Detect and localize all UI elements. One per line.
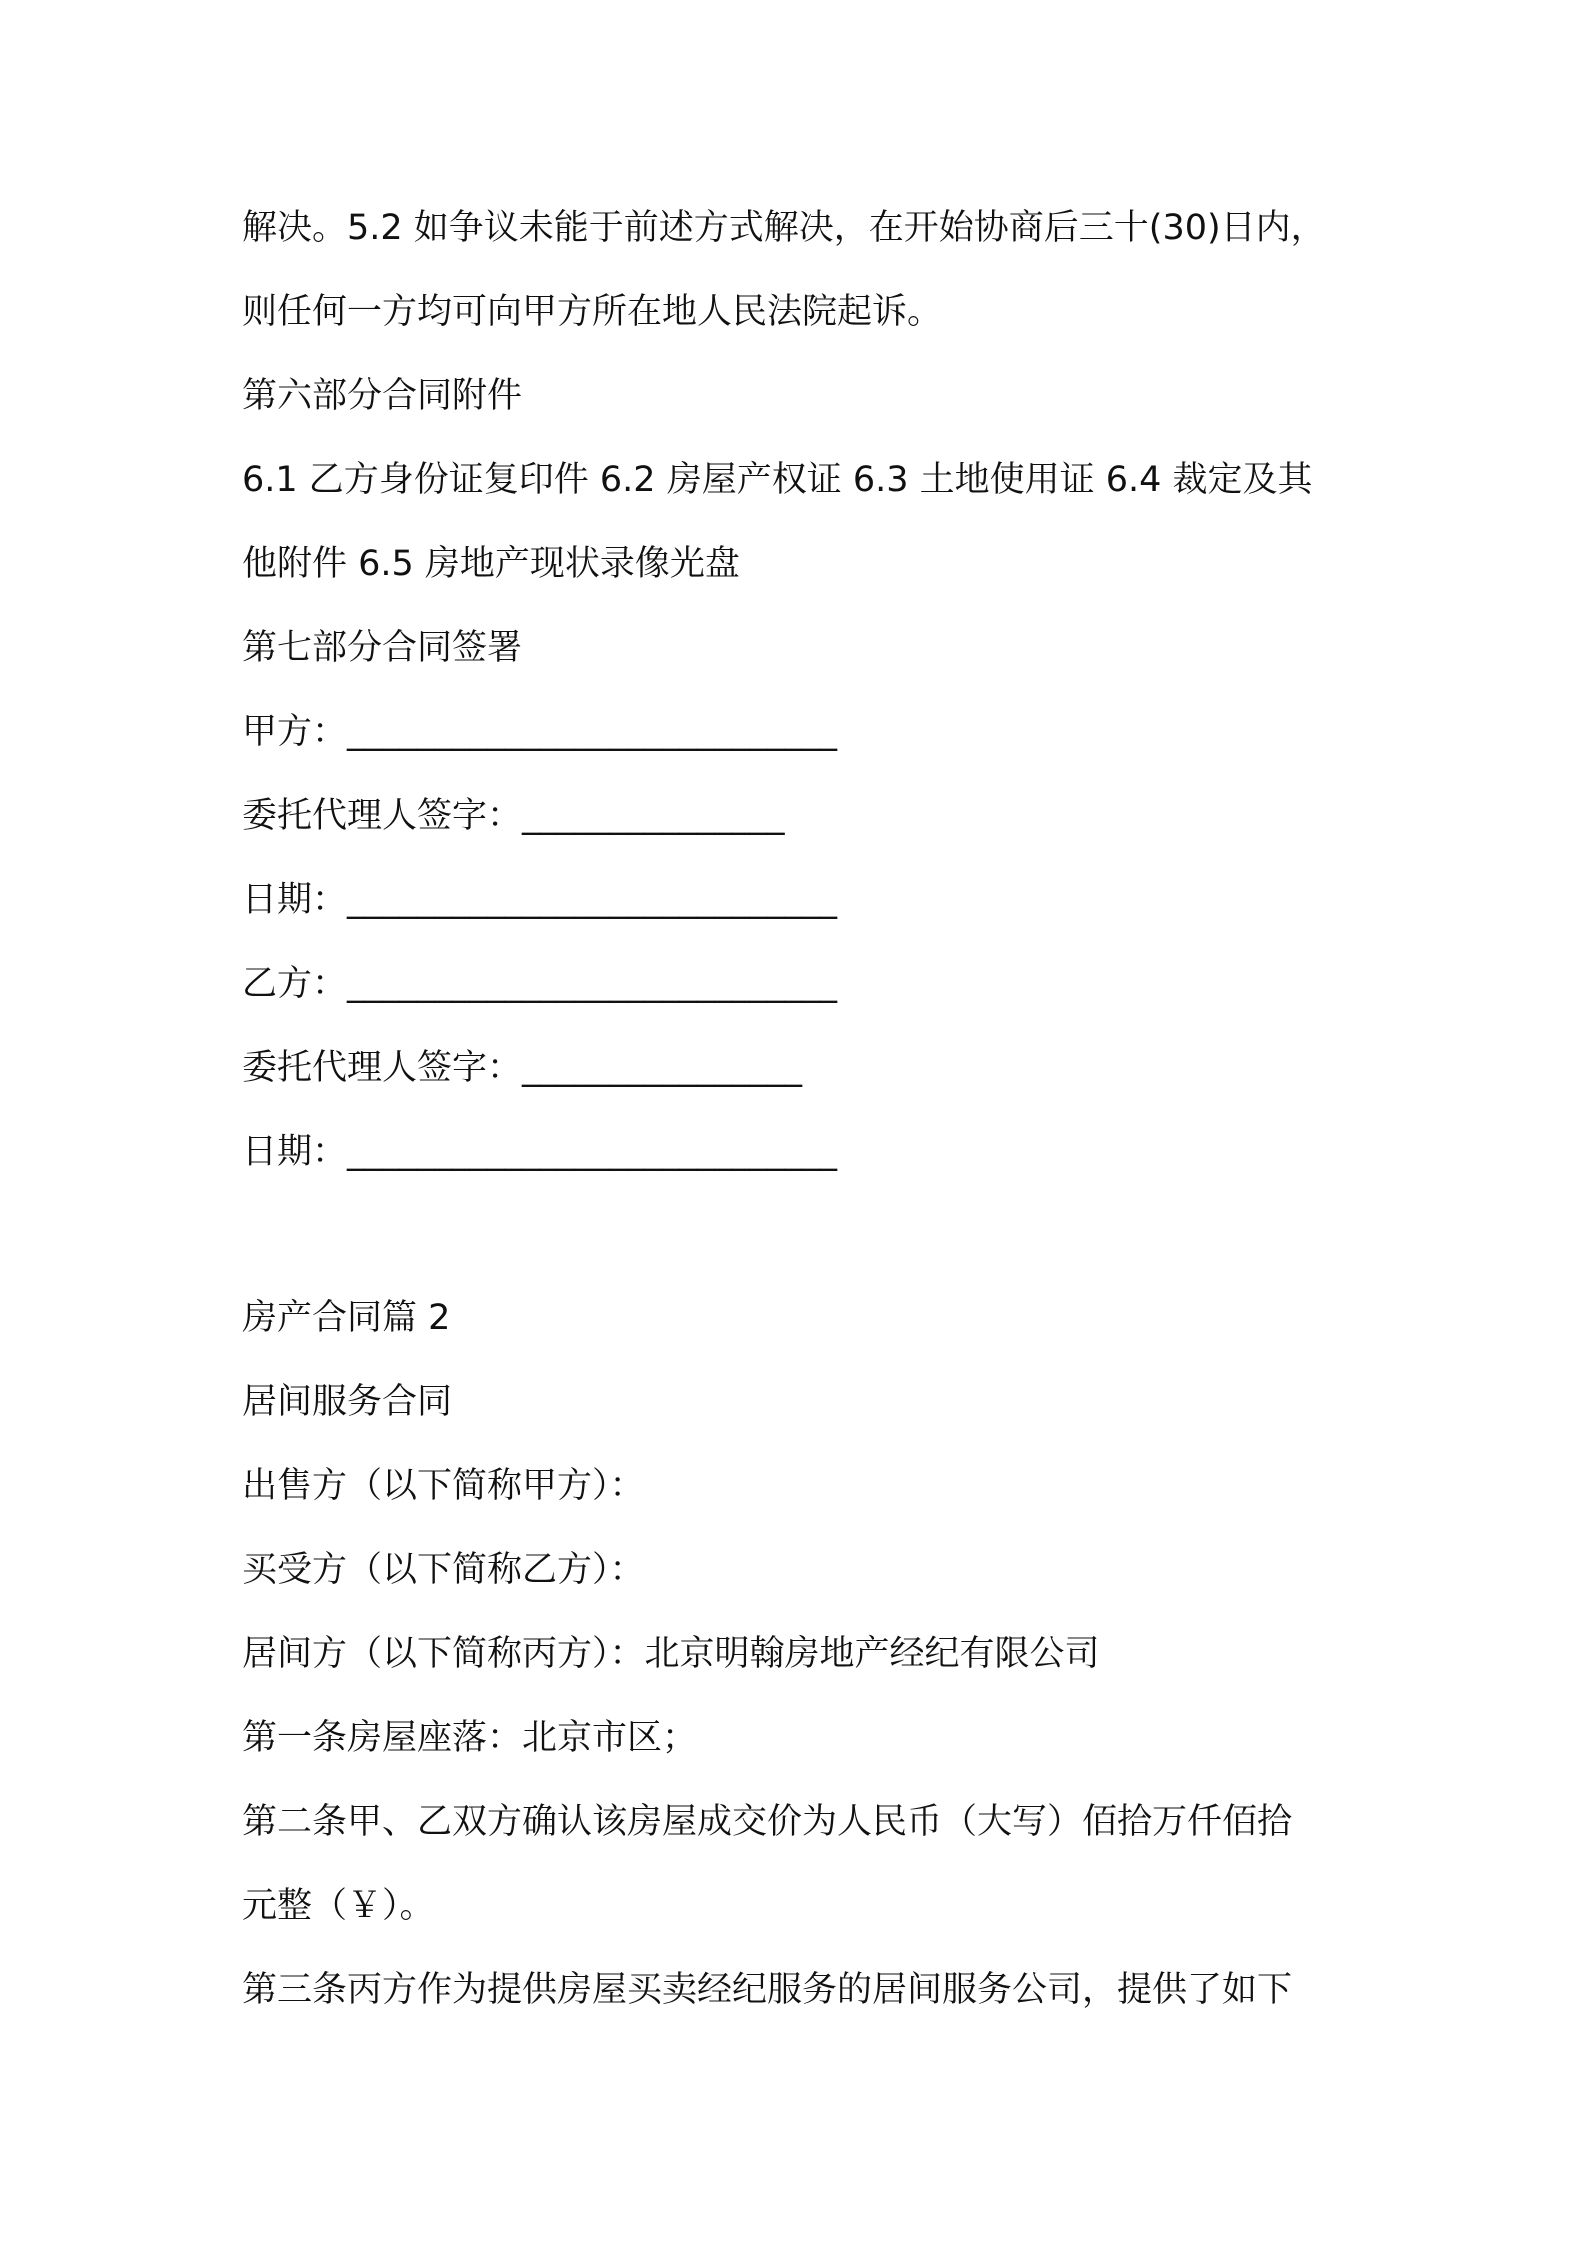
contract-title: 居间服务合同 [242, 1382, 453, 1422]
text-line-dispute-resolution: 解决。5.2 如争议未能于前述方式解决，在开始协商后三十(30)日内， [242, 208, 1326, 248]
section-heading-signing: 第七部分合同签署 [242, 628, 523, 668]
date-field-b: 日期：____________________________ [242, 1132, 838, 1172]
text-line-buyer: 买受方（以下简称乙方）： [242, 1550, 645, 1590]
text-line-attachment-list: 6.1 乙方身份证复印件 6.2 房屋产权证 6.3 土地使用证 6.4 裁定及其 [242, 460, 1313, 500]
text-line-article-1: 第一条房屋座落：北京市区； [242, 1718, 698, 1758]
signature-field-agent-b: 委托代理人签字：________________ [242, 1048, 803, 1088]
signature-field-party-b: 乙方：____________________________ [242, 964, 838, 1004]
text-line-seller: 出售方（以下简称甲方）： [242, 1466, 645, 1506]
signature-field-party-a: 甲方：____________________________ [242, 712, 838, 752]
text-line-article-2-cont: 元整（￥）。 [242, 1886, 435, 1926]
text-line-article-2: 第二条甲、乙双方确认该房屋成交价为人民币（大写）佰拾万仟佰拾 [242, 1802, 1293, 1842]
signature-field-agent-a: 委托代理人签字：_______________ [242, 796, 785, 836]
document-title-part-2: 房产合同篇 2 [242, 1298, 451, 1338]
text-line-court-jurisdiction: 则任何一方均可向甲方所在地人民法院起诉。 [242, 292, 943, 332]
text-line-intermediary: 居间方（以下简称丙方）：北京明翰房地产经纪有限公司 [242, 1634, 1100, 1674]
text-line-article-3: 第三条丙方作为提供房屋买卖经纪服务的居间服务公司，提供了如下 [242, 1970, 1293, 2010]
text-line-attachment-list-cont: 他附件 6.5 房地产现状录像光盘 [242, 544, 740, 584]
section-heading-attachments: 第六部分合同附件 [242, 376, 523, 416]
date-field-a: 日期：____________________________ [242, 880, 838, 920]
